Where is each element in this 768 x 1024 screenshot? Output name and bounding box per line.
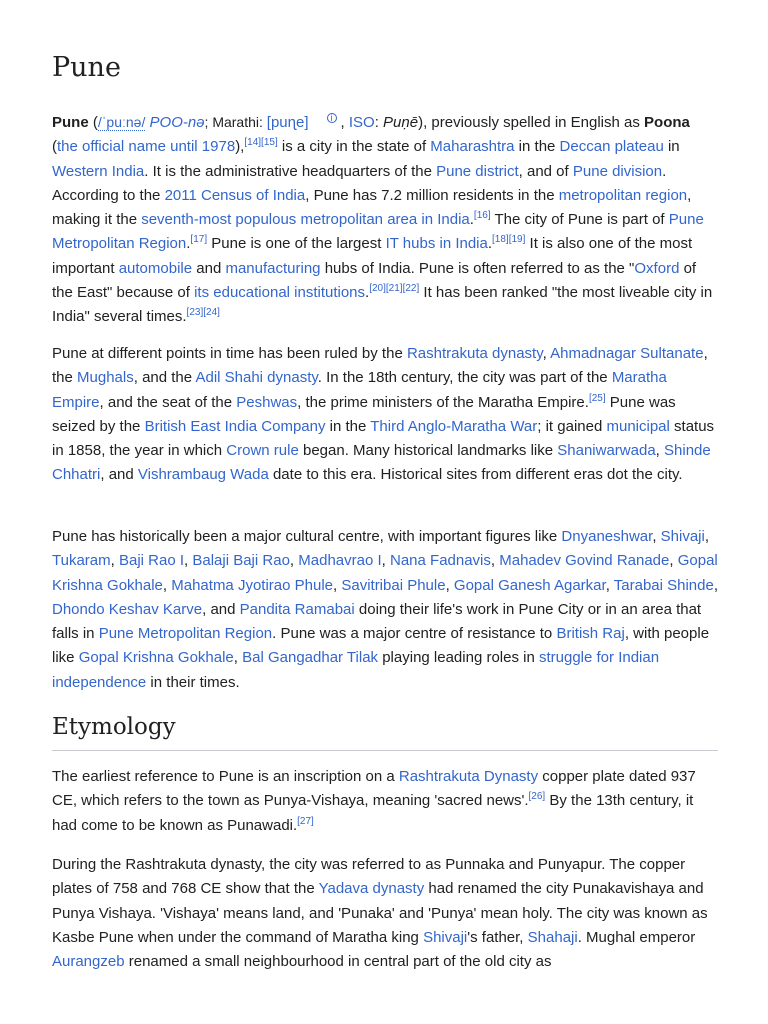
respelling-link[interactable]: POO-nə xyxy=(149,114,205,131)
link-rashtrakuta-dynasty[interactable]: Rashtrakuta dynasty xyxy=(406,345,543,362)
reference[interactable]: [17] xyxy=(190,234,208,246)
link-municipal[interactable]: municipal xyxy=(606,417,670,435)
link-adil-shahi-dynasty[interactable]: Adil Shahi dynasty xyxy=(195,369,318,387)
reference[interactable]: [27] xyxy=(297,815,314,827)
link-tukaram[interactable]: Tukaram xyxy=(52,552,111,570)
link-struggle-for-independence[interactable]: struggle for Indian independence xyxy=(52,649,660,691)
etymology-paragraph-1: The earliest reference to Pune is an inscription on a Rashtrakuta Dynasty copper plate dated 937 CE, which refers to the town as Punya-Vishaya, meaning 'sacred news'.[26] By the 13th century, it had come to be known as Punawadi.[27] xyxy=(52,768,696,834)
page-title: Pune xyxy=(52,52,121,83)
reference[interactable]: [14][15] xyxy=(244,137,278,149)
link-western-india[interactable]: Western India xyxy=(52,162,145,180)
link-gopal-krishna-gokhale[interactable]: Gopal Krishna Gokhale xyxy=(52,552,718,594)
link-shahaji[interactable]: Shahaji xyxy=(527,928,578,946)
link-pune-district[interactable]: Pune district xyxy=(436,162,519,180)
link-metropolitan-region[interactable]: metropolitan region xyxy=(558,186,688,204)
link-seventh-most-populous[interactable]: seventh-most populous metropolitan area in India xyxy=(141,211,470,229)
link-madhavrao-i[interactable]: Madhavrao I xyxy=(298,552,382,570)
reference[interactable]: [20][21][22] xyxy=(369,283,420,295)
reference[interactable]: [26] xyxy=(528,791,546,803)
link-mughals[interactable]: Mughals xyxy=(77,369,134,387)
respelling xyxy=(150,114,205,131)
link-it-hubs[interactable]: IT hubs in India xyxy=(385,235,488,253)
link-maharashtra[interactable]: Maharashtra xyxy=(430,138,515,156)
link-vishrambaug-wada[interactable]: Vishrambaug Wada xyxy=(137,466,269,484)
link-crown-rule[interactable]: Crown rule xyxy=(226,442,299,460)
audio-info-icon[interactable]: i xyxy=(327,113,337,123)
iso-link[interactable]: ISO xyxy=(348,114,375,131)
link-pune-division[interactable]: Pune division xyxy=(572,162,663,180)
link-savitribai-phule[interactable]: Savitribai Phule xyxy=(341,576,446,594)
link-bal-gangadhar-tilak[interactable]: Bal Gangadhar Tilak xyxy=(242,649,379,667)
link-gopal-ganesh-agarkar[interactable]: Gopal Ganesh Agarkar xyxy=(453,576,606,594)
link-shaniwarwada[interactable]: Shaniwarwada xyxy=(557,442,656,460)
reference[interactable]: [18][19] xyxy=(492,234,526,246)
history-paragraph: Pune at different points in time has been ruled by the Rashtrakuta dynasty, Ahmadnagar Sultanate, the Mughals, and the Adil Shahi dynasty. In the 18th century, the city was part of the Maratha Empire, and the seat of the Peshwas, the prime ministers of the Maratha Empire.[25] Pune was seized by the British East India Company in the Third Anglo-Maratha War; it gained municipal status in 1858, the year in which Crown rule began. Many historical landmarks like Shaniwarwada, Shinde Chhatri, and Vishrambaug Wada date to this era. Historical sites from different eras dot the city. xyxy=(52,345,715,484)
link-oxford[interactable]: Oxford xyxy=(634,259,680,277)
link-tarabai-shinde[interactable]: Tarabai Shinde xyxy=(613,576,714,594)
link-deccan-plateau[interactable]: Deccan plateau xyxy=(559,138,664,156)
link-pune-metropolitan-region-2[interactable]: Pune Metropolitan Region xyxy=(98,625,273,643)
link-shivaji-2[interactable]: Shivaji xyxy=(423,928,468,946)
link-aurangzeb[interactable]: Aurangzeb xyxy=(52,953,125,971)
link-official-name[interactable]: the official name until 1978 xyxy=(57,138,236,156)
reference[interactable]: [25] xyxy=(588,392,606,404)
link-dhondo-keshav-karve[interactable]: Dhondo Keshav Karve xyxy=(52,600,203,618)
link-yadava-dynasty[interactable]: Yadava dynasty xyxy=(318,880,425,898)
article-subject: Pune xyxy=(52,114,89,131)
link-ahmadnagar-sultanate[interactable]: Ahmadnagar Sultanate xyxy=(550,345,704,362)
link-shinde-chhatri[interactable]: Shinde Chhatri xyxy=(52,442,711,484)
link-pandita-ramabai[interactable]: Pandita Ramabai xyxy=(239,600,355,618)
link-pune-metropolitan-region[interactable]: Pune Metropolitan Region xyxy=(52,211,704,253)
culture-paragraph: Pune has historically been a major cultural centre, with important figures like Dnyaneshwar, Shivaji, Tukaram, Baji Rao I, Balaji Baji Rao, Madhavrao I, Nana Fadnavis, Mahadev Govind Ranade, Gopal Krishna Gokhale, Mahatma Jyotirao Phule, Savitribai Phule, Gopal Ganesh Agarkar, Tarabai Shinde, Dhondo Keshav Karve, and Pandita Ramabai doing their life's work in Pune City or in an area that falls in Pune Metropolitan Region. Pune was a major centre of resistance to British Raj, with people like Gopal Krishna Gokhale, Bal Gangadhar Tilak playing leading roles in struggle for Indian independence in their times. xyxy=(52,528,719,691)
link-rashtrakuta-dynasty-2[interactable]: Rashtrakuta Dynasty xyxy=(398,768,539,785)
link-jyotirao-phule[interactable]: Mahatma Jyotirao Phule xyxy=(171,576,333,594)
intro-paragraph: Pune (/ˈpuːnə/ POO-nə; Marathi: [puɳe] i , ISO: Puṇē), previously spelled in English as Poona (the official name until 1978),[14][15] is a city in the state of Maharashtra in the Deccan plateau in Western India. It is the administrative headquarters of the Pune district, and of Pune division. According to the 2011 Census of India, Pune has 7.2 million residents in the metropolitan region, making it the seventh-most populous metropolitan area in India.[16] The city of Pune is part of Pune Metropolitan Region.[17] Pune is one of the largest IT hubs in India.[18][19] It is also one of the most important automobile and manufacturing hubs of India. Pune is often referred to as the "Oxford of the East" because of its educational institutions.[20][21][22] It has been ranked "the most liveable city in India" several times.[23][24] xyxy=(52,113,713,326)
etymology-paragraph-2: During the Rashtrakuta dynasty, the city was referred to as Punnaka and Punyapur. The copper plates of 758 and 768 CE show that the Yadava dynasty had renamed the city Punakavishaya and Punya Vishaya. 'Vishaya' means land, and 'Punaka' and 'Punya' mean holy. The city was known as Kasbe Pune when under the command of Maratha king Shivaji's father, Shahaji. Mughal emperor Aurangzeb renamed a small neighbourhood in central part of the old city as xyxy=(52,856,708,971)
link-census[interactable]: 2011 Census of India xyxy=(164,186,306,204)
link-dnyaneshwar[interactable]: Dnyaneshwar xyxy=(561,528,653,545)
link-shivaji[interactable]: Shivaji xyxy=(660,528,705,545)
reference[interactable]: [16] xyxy=(473,210,491,222)
link-peshwas[interactable]: Peshwas xyxy=(236,393,298,411)
marathi-ipa-link[interactable]: [puɳe] xyxy=(266,114,309,131)
former-name: Poona xyxy=(644,114,690,131)
link-british-east-india-company[interactable]: British East India Company xyxy=(144,417,326,435)
ipa-link[interactable]: /ˈpuːnə/ xyxy=(97,114,146,130)
link-educational-institutions[interactable]: its educational institutions xyxy=(194,284,366,302)
link-nana-fadnavis[interactable]: Nana Fadnavis xyxy=(390,552,491,570)
link-british-raj[interactable]: British Raj xyxy=(556,625,625,643)
link-automobile[interactable]: automobile xyxy=(118,259,193,277)
link-balaji-baji-rao[interactable]: Balaji Baji Rao xyxy=(192,552,290,570)
section-heading-etymology: Etymology xyxy=(52,714,718,751)
iso-value: Puṇē xyxy=(383,114,419,131)
link-baji-rao-i[interactable]: Baji Rao I xyxy=(118,552,185,570)
reference[interactable]: [23][24] xyxy=(186,307,220,319)
link-third-anglo-maratha-war[interactable]: Third Anglo-Maratha War xyxy=(370,417,538,435)
link-gopal-krishna-gokhale-2[interactable]: Gopal Krishna Gokhale xyxy=(78,649,234,667)
link-manufacturing[interactable]: manufacturing xyxy=(225,259,321,277)
link-mahadev-govind-ranade[interactable]: Mahadev Govind Ranade xyxy=(499,552,670,570)
link-maratha-empire[interactable]: Maratha Empire xyxy=(52,369,667,411)
